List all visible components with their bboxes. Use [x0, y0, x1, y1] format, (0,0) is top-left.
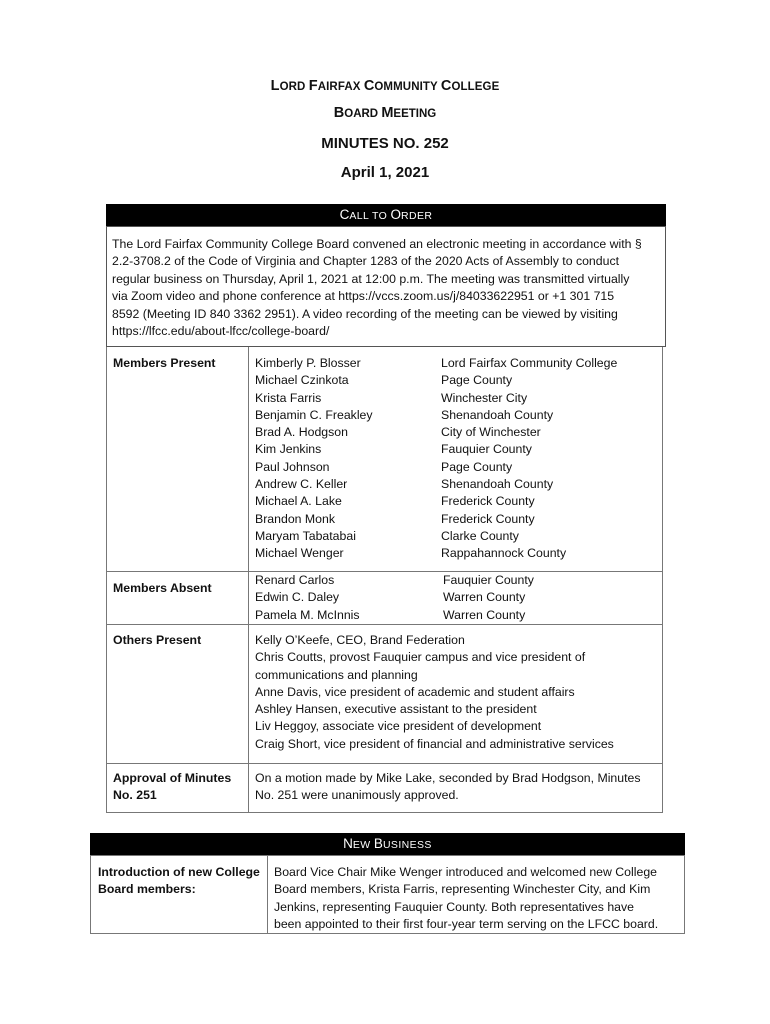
call-to-order-heading: CALL TO ORDER — [106, 204, 666, 226]
column-divider — [248, 572, 249, 624]
approval-row — [106, 764, 663, 813]
meeting-date: April 1, 2021 — [340, 164, 430, 181]
others-present-row — [106, 625, 663, 764]
others-present-list: Kelly O’Keefe, CEO, Brand Federation Chris Coutts, provost Fauquier campus and vice president of communications and planning Anne Davis, vice president of academic and student affairs Ashley Hansen, executive assistant to the president Liv Heggoy, associate vice president of development Craig Short, vice president of financial and administrative services — [255, 633, 614, 751]
meeting-title: BOARD MEETING — [333, 105, 437, 121]
college-name: LORD FAIRFAX COMMUNITY COLLEGE — [270, 78, 500, 94]
column-divider — [248, 764, 249, 812]
new-members-label: Introduction of new College Board members: — [98, 865, 260, 897]
members-absent-names: Renard Carlos Edwin C. Daley Pamela M. McInnis — [255, 573, 360, 622]
members-present-localities: Lord Fairfax Community College Page County Winchester City Shenandoah County City of Winchester Fauquier County Page County Shenandoah County Frederick County Frederick County Clarke County Rappahannock County — [441, 356, 618, 561]
members-absent-localities: Fauquier County Warren County Warren County — [443, 573, 534, 622]
new-members-text: Board Vice Chair Mike Wenger introduced and welcomed new College Board members, Krista Farris, representing Winchester City, and Kim Jenkins, representing Fauquier County. Both representatives have been appointed to their first four-year term serving on the LFCC board. — [274, 865, 659, 931]
members-present-names: Kimberly P. Blosser Michael Czinkota Krista Farris Benjamin C. Freakley Brad A. Hodgson Kim Jenkins Paul Johnson Andrew C. Keller Michael A. Lake Brandon Monk Maryam Tabatabai Michael Wenger — [255, 356, 373, 561]
members-present-row — [106, 347, 663, 572]
column-divider — [248, 347, 249, 571]
minutes-number: MINUTES NO. 252 — [321, 135, 449, 152]
column-divider — [267, 856, 268, 933]
approval-label: Approval of Minutes No. 251 — [113, 771, 232, 803]
new-business-heading: NEW BUSINESS — [90, 833, 685, 855]
call-to-order-text: The Lord Fairfax Community College Board convened an electronic meeting in accordance with § 2.2-3708.2 of the Code of Virginia and Chapter 1283 of the 2020 Acts of Assembly to conduct regular business on Thursday, April 1, 2021 at 12:00 p.m. The meeting was transmitted virtually via Zoom video and phone conference at https://vccs.zoom.us/j/84033622951 or +1 301 715 8592 (Meeting ID 840 3362 2951). A video recording of the meeting can be viewed by visiting https://lfcc.edu/about-lfcc/college-board/ — [112, 237, 642, 339]
new-business-row — [90, 855, 685, 934]
members-absent-row — [106, 572, 663, 625]
approval-text: On a motion made by Mike Lake, seconded by Brad Hodgson, Minutes No. 251 were unanimously approved. — [255, 771, 641, 803]
members-present-label: Members Present — [113, 356, 216, 370]
members-absent-label: Members Absent — [113, 581, 212, 595]
column-divider — [248, 625, 249, 763]
others-present-label: Others Present — [113, 633, 202, 647]
